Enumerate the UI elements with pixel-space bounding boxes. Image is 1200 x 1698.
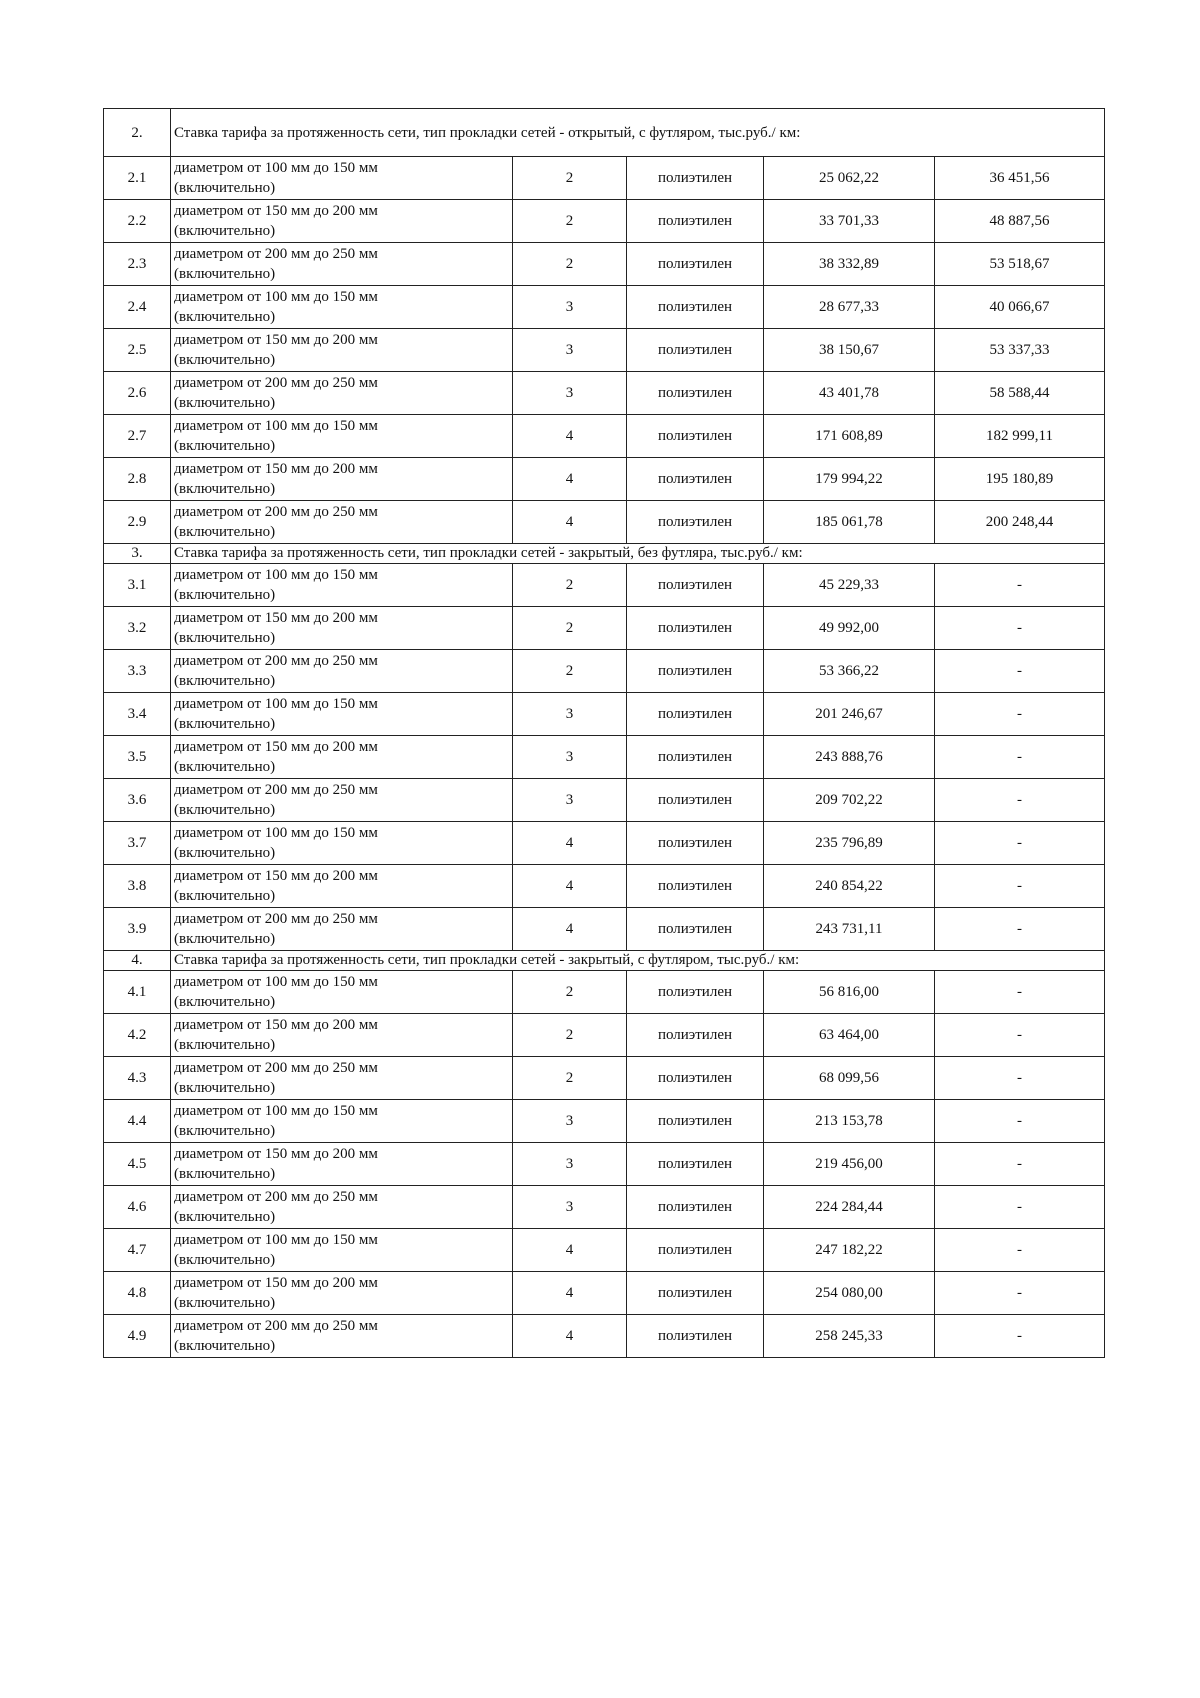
rate-value-2: 36 451,56 bbox=[935, 157, 1105, 200]
table-row bbox=[104, 157, 1105, 200]
category-value: 2 bbox=[513, 971, 627, 1014]
table-row bbox=[104, 1057, 1105, 1100]
rate-value-2: - bbox=[935, 971, 1105, 1014]
diameter-description bbox=[171, 1014, 513, 1057]
category-value: 3 bbox=[513, 1186, 627, 1229]
diameter-description bbox=[171, 607, 513, 650]
rate-value-2: - bbox=[935, 865, 1105, 908]
inclusive-note: (включительно) bbox=[174, 673, 276, 689]
diameter-range: диаметром от 100 мм до 150 мм bbox=[174, 1232, 378, 1248]
row-number: 3.9 bbox=[104, 908, 171, 951]
diameter-range: диаметром от 150 мм до 200 мм bbox=[174, 461, 378, 477]
inclusive-note: (включительно) bbox=[174, 1166, 276, 1182]
material-value: полиэтилен bbox=[627, 1229, 764, 1272]
category-value: 2 bbox=[513, 243, 627, 286]
table-row bbox=[104, 865, 1105, 908]
rate-value-2: 40 066,67 bbox=[935, 286, 1105, 329]
row-number: 4.9 bbox=[104, 1315, 171, 1358]
row-number: 4.1 bbox=[104, 971, 171, 1014]
material-value: полиэтилен bbox=[627, 779, 764, 822]
material-value: полиэтилен bbox=[627, 650, 764, 693]
diameter-description bbox=[171, 157, 513, 200]
diameter-description bbox=[171, 329, 513, 372]
table-row bbox=[104, 1229, 1105, 1272]
material-value: полиэтилен bbox=[627, 865, 764, 908]
row-number: 3.4 bbox=[104, 693, 171, 736]
row-number: 4.4 bbox=[104, 1100, 171, 1143]
rate-value-2: 53 518,67 bbox=[935, 243, 1105, 286]
material-value: полиэтилен bbox=[627, 329, 764, 372]
table-row bbox=[104, 458, 1105, 501]
inclusive-note: (включительно) bbox=[174, 352, 276, 368]
rate-value-1: 171 608,89 bbox=[764, 415, 935, 458]
inclusive-note: (включительно) bbox=[174, 1209, 276, 1225]
category-value: 4 bbox=[513, 415, 627, 458]
rate-value-2: 195 180,89 bbox=[935, 458, 1105, 501]
inclusive-note: (включительно) bbox=[174, 802, 276, 818]
rate-value-1: 43 401,78 bbox=[764, 372, 935, 415]
row-number: 2.6 bbox=[104, 372, 171, 415]
category-value: 2 bbox=[513, 1057, 627, 1100]
diameter-range: диаметром от 100 мм до 150 мм bbox=[174, 974, 378, 990]
rate-value-2: 182 999,11 bbox=[935, 415, 1105, 458]
rate-value-2: 200 248,44 bbox=[935, 501, 1105, 544]
category-value: 3 bbox=[513, 693, 627, 736]
category-value: 3 bbox=[513, 1143, 627, 1186]
rate-value-1: 28 677,33 bbox=[764, 286, 935, 329]
rate-value-1: 38 150,67 bbox=[764, 329, 935, 372]
table-row bbox=[104, 971, 1105, 1014]
material-value: полиэтилен bbox=[627, 908, 764, 951]
category-value: 3 bbox=[513, 286, 627, 329]
inclusive-note: (включительно) bbox=[174, 759, 276, 775]
inclusive-note: (включительно) bbox=[174, 1295, 276, 1311]
material-value: полиэтилен bbox=[627, 1315, 764, 1358]
material-value: полиэтилен bbox=[627, 1057, 764, 1100]
inclusive-note: (включительно) bbox=[174, 438, 276, 454]
diameter-range: диаметром от 200 мм до 250 мм bbox=[174, 1060, 378, 1076]
diameter-range: диаметром от 200 мм до 250 мм bbox=[174, 504, 378, 520]
diameter-description bbox=[171, 372, 513, 415]
material-value: полиэтилен bbox=[627, 1014, 764, 1057]
category-value: 4 bbox=[513, 1315, 627, 1358]
rate-value-2: - bbox=[935, 1315, 1105, 1358]
diameter-range: диаметром от 200 мм до 250 мм bbox=[174, 782, 378, 798]
rate-value-1: 63 464,00 bbox=[764, 1014, 935, 1057]
inclusive-note: (включительно) bbox=[174, 309, 276, 325]
rate-value-2: - bbox=[935, 1057, 1105, 1100]
rate-value-2: 58 588,44 bbox=[935, 372, 1105, 415]
table-row bbox=[104, 1014, 1105, 1057]
category-value: 4 bbox=[513, 501, 627, 544]
inclusive-note: (включительно) bbox=[174, 266, 276, 282]
diameter-description bbox=[171, 779, 513, 822]
diameter-range: диаметром от 200 мм до 250 мм bbox=[174, 246, 378, 262]
section-number: 3. bbox=[104, 544, 171, 564]
material-value: полиэтилен bbox=[627, 736, 764, 779]
inclusive-note: (включительно) bbox=[174, 1080, 276, 1096]
material-value: полиэтилен bbox=[627, 372, 764, 415]
material-value: полиэтилен bbox=[627, 1143, 764, 1186]
inclusive-note: (включительно) bbox=[174, 1123, 276, 1139]
rate-value-2: - bbox=[935, 564, 1105, 607]
table-row bbox=[104, 501, 1105, 544]
table-row bbox=[104, 1100, 1105, 1143]
material-value: полиэтилен bbox=[627, 415, 764, 458]
diameter-description bbox=[171, 650, 513, 693]
section-header-row bbox=[104, 951, 1105, 971]
table-row bbox=[104, 908, 1105, 951]
rate-value-2: - bbox=[935, 1272, 1105, 1315]
section-title: Ставка тарифа за протяженность сети, тип прокладки сетей - открытый, с футляром, тыс.руб./ км: bbox=[171, 109, 1105, 157]
rate-value-1: 68 099,56 bbox=[764, 1057, 935, 1100]
rate-value-1: 243 731,11 bbox=[764, 908, 935, 951]
rate-value-2: 48 887,56 bbox=[935, 200, 1105, 243]
category-value: 4 bbox=[513, 1272, 627, 1315]
inclusive-note: (включительно) bbox=[174, 1338, 276, 1354]
table-row bbox=[104, 607, 1105, 650]
rate-value-1: 45 229,33 bbox=[764, 564, 935, 607]
diameter-description bbox=[171, 286, 513, 329]
row-number: 2.3 bbox=[104, 243, 171, 286]
diameter-description bbox=[171, 200, 513, 243]
section-title: Ставка тарифа за протяженность сети, тип прокладки сетей - закрытый, с футляром, тыс.руб./ км: bbox=[171, 951, 1105, 971]
table-row bbox=[104, 1186, 1105, 1229]
category-value: 4 bbox=[513, 1229, 627, 1272]
diameter-range: диаметром от 100 мм до 150 мм bbox=[174, 289, 378, 305]
row-number: 3.2 bbox=[104, 607, 171, 650]
table-row bbox=[104, 650, 1105, 693]
rate-value-1: 38 332,89 bbox=[764, 243, 935, 286]
table-row bbox=[104, 1143, 1105, 1186]
rate-value-2: - bbox=[935, 693, 1105, 736]
category-value: 3 bbox=[513, 779, 627, 822]
material-value: полиэтилен bbox=[627, 243, 764, 286]
category-value: 4 bbox=[513, 822, 627, 865]
diameter-description bbox=[171, 822, 513, 865]
material-value: полиэтилен bbox=[627, 157, 764, 200]
table-row bbox=[104, 329, 1105, 372]
row-number: 3.7 bbox=[104, 822, 171, 865]
diameter-description bbox=[171, 1143, 513, 1186]
diameter-range: диаметром от 150 мм до 200 мм bbox=[174, 1146, 378, 1162]
inclusive-note: (включительно) bbox=[174, 931, 276, 947]
tariff-table bbox=[103, 108, 1105, 1358]
rate-value-1: 53 366,22 bbox=[764, 650, 935, 693]
table-row bbox=[104, 693, 1105, 736]
material-value: полиэтилен bbox=[627, 1272, 764, 1315]
category-value: 3 bbox=[513, 329, 627, 372]
rate-value-2: - bbox=[935, 607, 1105, 650]
diameter-range: диаметром от 200 мм до 250 мм bbox=[174, 653, 378, 669]
diameter-range: диаметром от 100 мм до 150 мм bbox=[174, 696, 378, 712]
category-value: 4 bbox=[513, 865, 627, 908]
rate-value-2: - bbox=[935, 822, 1105, 865]
row-number: 2.4 bbox=[104, 286, 171, 329]
diameter-description bbox=[171, 1100, 513, 1143]
rate-value-2: - bbox=[935, 650, 1105, 693]
row-number: 3.6 bbox=[104, 779, 171, 822]
diameter-range: диаметром от 150 мм до 200 мм bbox=[174, 739, 378, 755]
rate-value-1: 56 816,00 bbox=[764, 971, 935, 1014]
table-row bbox=[104, 1272, 1105, 1315]
material-value: полиэтилен bbox=[627, 607, 764, 650]
material-value: полиэтилен bbox=[627, 822, 764, 865]
diameter-range: диаметром от 150 мм до 200 мм bbox=[174, 868, 378, 884]
section-number: 2. bbox=[104, 109, 171, 157]
row-number: 4.5 bbox=[104, 1143, 171, 1186]
diameter-description bbox=[171, 693, 513, 736]
diameter-description bbox=[171, 1272, 513, 1315]
inclusive-note: (включительно) bbox=[174, 223, 276, 239]
diameter-description bbox=[171, 564, 513, 607]
diameter-range: диаметром от 150 мм до 200 мм bbox=[174, 1017, 378, 1033]
diameter-range: диаметром от 200 мм до 250 мм bbox=[174, 1189, 378, 1205]
table-row bbox=[104, 1315, 1105, 1358]
diameter-description bbox=[171, 1315, 513, 1358]
rate-value-2: - bbox=[935, 736, 1105, 779]
diameter-description bbox=[171, 1229, 513, 1272]
diameter-range: диаметром от 150 мм до 200 мм bbox=[174, 610, 378, 626]
row-number: 3.3 bbox=[104, 650, 171, 693]
rate-value-1: 240 854,22 bbox=[764, 865, 935, 908]
rate-value-2: - bbox=[935, 1100, 1105, 1143]
inclusive-note: (включительно) bbox=[174, 1252, 276, 1268]
rate-value-1: 247 182,22 bbox=[764, 1229, 935, 1272]
diameter-range: диаметром от 100 мм до 150 мм bbox=[174, 567, 378, 583]
rate-value-2: - bbox=[935, 1014, 1105, 1057]
rate-value-2: - bbox=[935, 1186, 1105, 1229]
diameter-range: диаметром от 100 мм до 150 мм bbox=[174, 418, 378, 434]
diameter-description bbox=[171, 971, 513, 1014]
section-title: Ставка тарифа за протяженность сети, тип прокладки сетей - закрытый, без футляра, тыс.руб./ км: bbox=[171, 544, 1105, 564]
material-value: полиэтилен bbox=[627, 1186, 764, 1229]
diameter-range: диаметром от 200 мм до 250 мм bbox=[174, 375, 378, 391]
table-row bbox=[104, 822, 1105, 865]
diameter-description bbox=[171, 1186, 513, 1229]
inclusive-note: (включительно) bbox=[174, 481, 276, 497]
table-row bbox=[104, 372, 1105, 415]
table-row bbox=[104, 415, 1105, 458]
table-row bbox=[104, 286, 1105, 329]
diameter-range: диаметром от 200 мм до 250 мм bbox=[174, 911, 378, 927]
category-value: 3 bbox=[513, 1100, 627, 1143]
diameter-range: диаметром от 150 мм до 200 мм bbox=[174, 203, 378, 219]
row-number: 2.9 bbox=[104, 501, 171, 544]
diameter-description bbox=[171, 1057, 513, 1100]
inclusive-note: (включительно) bbox=[174, 994, 276, 1010]
table-row bbox=[104, 564, 1105, 607]
material-value: полиэтилен bbox=[627, 458, 764, 501]
rate-value-2: - bbox=[935, 779, 1105, 822]
table-row bbox=[104, 779, 1105, 822]
row-number: 2.2 bbox=[104, 200, 171, 243]
table-row bbox=[104, 200, 1105, 243]
category-value: 2 bbox=[513, 200, 627, 243]
row-number: 3.5 bbox=[104, 736, 171, 779]
rate-value-1: 201 246,67 bbox=[764, 693, 935, 736]
category-value: 3 bbox=[513, 372, 627, 415]
inclusive-note: (включительно) bbox=[174, 716, 276, 732]
category-value: 4 bbox=[513, 458, 627, 501]
section-header-row bbox=[104, 109, 1105, 157]
table-row bbox=[104, 736, 1105, 779]
row-number: 4.6 bbox=[104, 1186, 171, 1229]
rate-value-2: - bbox=[935, 1229, 1105, 1272]
row-number: 4.8 bbox=[104, 1272, 171, 1315]
rate-value-1: 25 062,22 bbox=[764, 157, 935, 200]
rate-value-2: - bbox=[935, 1143, 1105, 1186]
inclusive-note: (включительно) bbox=[174, 524, 276, 540]
rate-value-1: 33 701,33 bbox=[764, 200, 935, 243]
table-row bbox=[104, 243, 1105, 286]
rate-value-1: 179 994,22 bbox=[764, 458, 935, 501]
row-number: 2.7 bbox=[104, 415, 171, 458]
diameter-description bbox=[171, 736, 513, 779]
row-number: 3.8 bbox=[104, 865, 171, 908]
diameter-range: диаметром от 100 мм до 150 мм bbox=[174, 160, 378, 176]
row-number: 4.7 bbox=[104, 1229, 171, 1272]
inclusive-note: (включительно) bbox=[174, 845, 276, 861]
diameter-description bbox=[171, 415, 513, 458]
category-value: 2 bbox=[513, 650, 627, 693]
row-number: 3.1 bbox=[104, 564, 171, 607]
material-value: полиэтилен bbox=[627, 286, 764, 329]
material-value: полиэтилен bbox=[627, 564, 764, 607]
row-number: 2.1 bbox=[104, 157, 171, 200]
rate-value-1: 243 888,76 bbox=[764, 736, 935, 779]
diameter-description bbox=[171, 501, 513, 544]
tariff-table-body bbox=[104, 109, 1105, 1358]
diameter-range: диаметром от 200 мм до 250 мм bbox=[174, 1318, 378, 1334]
diameter-description bbox=[171, 908, 513, 951]
inclusive-note: (включительно) bbox=[174, 180, 276, 196]
row-number: 2.8 bbox=[104, 458, 171, 501]
category-value: 2 bbox=[513, 157, 627, 200]
section-header-row bbox=[104, 544, 1105, 564]
inclusive-note: (включительно) bbox=[174, 395, 276, 411]
diameter-description bbox=[171, 458, 513, 501]
diameter-description bbox=[171, 865, 513, 908]
rate-value-1: 254 080,00 bbox=[764, 1272, 935, 1315]
category-value: 2 bbox=[513, 607, 627, 650]
rate-value-1: 209 702,22 bbox=[764, 779, 935, 822]
row-number: 4.3 bbox=[104, 1057, 171, 1100]
inclusive-note: (включительно) bbox=[174, 1037, 276, 1053]
category-value: 3 bbox=[513, 736, 627, 779]
rate-value-2: - bbox=[935, 908, 1105, 951]
diameter-range: диаметром от 100 мм до 150 мм bbox=[174, 825, 378, 841]
material-value: полиэтилен bbox=[627, 501, 764, 544]
row-number: 4.2 bbox=[104, 1014, 171, 1057]
rate-value-1: 49 992,00 bbox=[764, 607, 935, 650]
rate-value-1: 224 284,44 bbox=[764, 1186, 935, 1229]
inclusive-note: (включительно) bbox=[174, 888, 276, 904]
row-number: 2.5 bbox=[104, 329, 171, 372]
material-value: полиэтилен bbox=[627, 693, 764, 736]
diameter-range: диаметром от 100 мм до 150 мм bbox=[174, 1103, 378, 1119]
diameter-description bbox=[171, 243, 513, 286]
rate-value-2: 53 337,33 bbox=[935, 329, 1105, 372]
inclusive-note: (включительно) bbox=[174, 630, 276, 646]
rate-value-1: 235 796,89 bbox=[764, 822, 935, 865]
rate-value-1: 213 153,78 bbox=[764, 1100, 935, 1143]
category-value: 4 bbox=[513, 908, 627, 951]
category-value: 2 bbox=[513, 1014, 627, 1057]
rate-value-1: 258 245,33 bbox=[764, 1315, 935, 1358]
rate-value-1: 219 456,00 bbox=[764, 1143, 935, 1186]
inclusive-note: (включительно) bbox=[174, 587, 276, 603]
rate-value-1: 185 061,78 bbox=[764, 501, 935, 544]
category-value: 2 bbox=[513, 564, 627, 607]
diameter-range: диаметром от 150 мм до 200 мм bbox=[174, 332, 378, 348]
material-value: полиэтилен bbox=[627, 200, 764, 243]
material-value: полиэтилен bbox=[627, 971, 764, 1014]
diameter-range: диаметром от 150 мм до 200 мм bbox=[174, 1275, 378, 1291]
material-value: полиэтилен bbox=[627, 1100, 764, 1143]
section-number: 4. bbox=[104, 951, 171, 971]
